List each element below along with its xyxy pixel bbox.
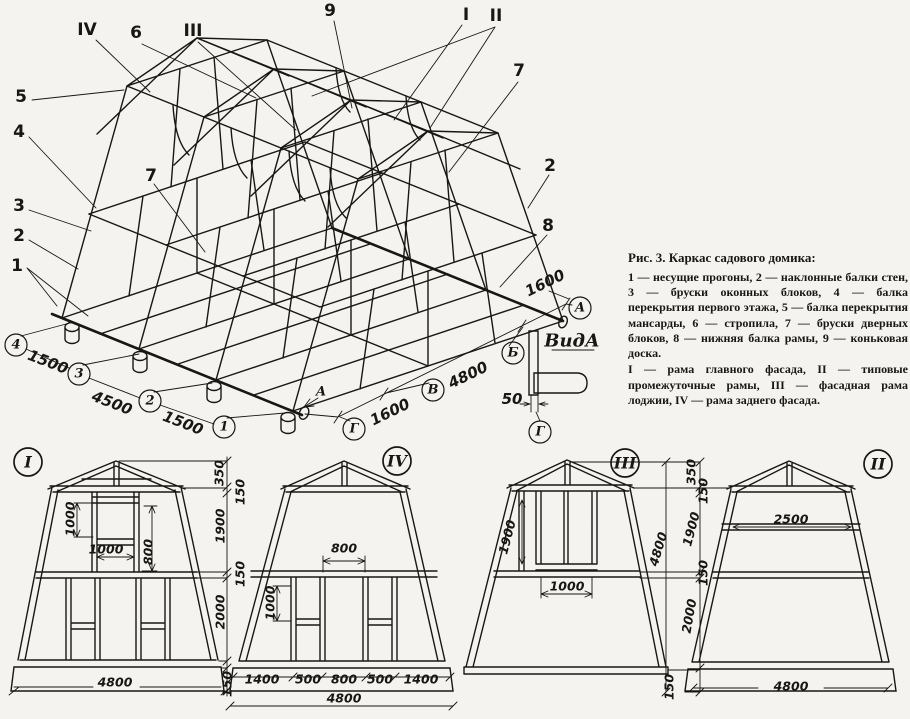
- view-label: ВидА: [544, 330, 600, 352]
- figure-caption: [628, 250, 908, 408]
- dimension-label: 150: [661, 673, 677, 701]
- axis-circles: [5, 297, 591, 443]
- frame-circle-label: III: [613, 453, 637, 473]
- dimension-label: 350: [211, 459, 227, 487]
- dimension-label: 4800: [645, 530, 671, 568]
- dimension-label: 4500: [89, 387, 135, 419]
- dimension-label: 150: [695, 477, 711, 505]
- frame-IV-drawing: [230, 461, 453, 691]
- axis-circle-label: 3: [74, 366, 84, 382]
- dimension-label: 350: [683, 458, 699, 486]
- axis-circle-label: А: [315, 384, 327, 400]
- dimension-label: 150: [232, 560, 248, 588]
- dimension-label: 800: [330, 540, 358, 556]
- dimension-label: 1500: [160, 407, 206, 439]
- frame-I-drawing: [11, 461, 224, 691]
- axis-circle-label: Г: [535, 424, 545, 440]
- frame-II-drawing: [683, 458, 896, 691]
- dimension-label: 1900: [495, 518, 519, 556]
- dimension-label: 1000: [62, 501, 78, 537]
- axis-circle-label: 1: [219, 419, 229, 435]
- dimension-label: 1000: [549, 578, 585, 594]
- callout-label: II: [489, 6, 503, 26]
- dimension-label: 1600: [367, 394, 413, 430]
- axis-circle-label: В: [427, 382, 439, 398]
- dimension-label: 4800: [773, 678, 809, 694]
- callout-label: 2: [13, 226, 25, 246]
- dimension-label: 2500: [773, 511, 809, 527]
- dimension-label: 150: [219, 670, 235, 698]
- axis-circle-label: А: [574, 300, 586, 316]
- axis-circle-label: Б: [507, 345, 519, 361]
- dimension-label: 500: [294, 671, 322, 687]
- frame-circle-label: I: [24, 452, 32, 472]
- dimension-label: 800: [330, 671, 358, 687]
- dimension-label: 50: [501, 390, 523, 408]
- dimension-label: 2000: [678, 597, 700, 635]
- callout-label: 2: [544, 156, 556, 176]
- dimension-label: 1600: [522, 265, 568, 301]
- axis-circle-label: 4: [11, 337, 21, 353]
- dimension-label: 1900: [679, 510, 703, 548]
- callout-label: 9: [324, 1, 336, 21]
- dimension-label: 1400: [403, 671, 439, 687]
- dimension-label: 1000: [88, 541, 124, 557]
- callout-label: 7: [513, 61, 525, 81]
- callout-label: I: [462, 5, 470, 25]
- dimension-label: 1900: [212, 508, 228, 544]
- dimension-label: 4800: [326, 690, 362, 706]
- dimension-label: 1400: [244, 671, 280, 687]
- callout-label: 4: [13, 122, 25, 142]
- dimension-label: 1000: [262, 585, 278, 621]
- dimension-label: 800: [140, 538, 156, 566]
- callout-label: 1: [11, 256, 23, 276]
- dimension-label: 150: [695, 559, 711, 587]
- callout-label: 6: [130, 23, 142, 43]
- callout-label: 8: [542, 216, 554, 236]
- callout-label: III: [183, 21, 203, 41]
- frame-circle-label: II: [870, 454, 886, 474]
- dimension-label: 1500: [25, 346, 71, 378]
- callout-label: IV: [77, 20, 97, 40]
- caption-legend-items: 1 — несущие прогоны, 2 — наклонные балки стен, 3 — бруски оконных блоков, 4 — балка перекрытия первого этажа, 5 — балка перекрытия мансарды, 6 — стропила, 7 — бруски дверных блоков, 8 — нижняя балка рамы, 9 — коньковая доска.: [628, 270, 908, 361]
- dimension-label: 4800: [445, 357, 491, 393]
- callout-label: 5: [15, 87, 27, 107]
- frame-circle-label: IV: [387, 451, 407, 471]
- callout-label: 7: [145, 166, 157, 186]
- dimension-label: 150: [232, 478, 248, 506]
- caption-title: Рис. 3. Каркас садового домика:: [628, 250, 816, 265]
- axis-circle-label: 2: [145, 393, 155, 409]
- caption-legend-frames: I — рама главного фасада, II — типовые промежуточные рамы, III — фасадная рама лоджии, IV — рама заднего фасада.: [628, 362, 908, 407]
- dimension-label: 4800: [97, 674, 133, 690]
- callout-label: 3: [13, 196, 25, 216]
- axis-circle-label: Г: [349, 421, 359, 437]
- dimension-label: 500: [366, 671, 394, 687]
- frame-III-drawing: [464, 460, 668, 674]
- dimension-label: 2000: [212, 594, 228, 630]
